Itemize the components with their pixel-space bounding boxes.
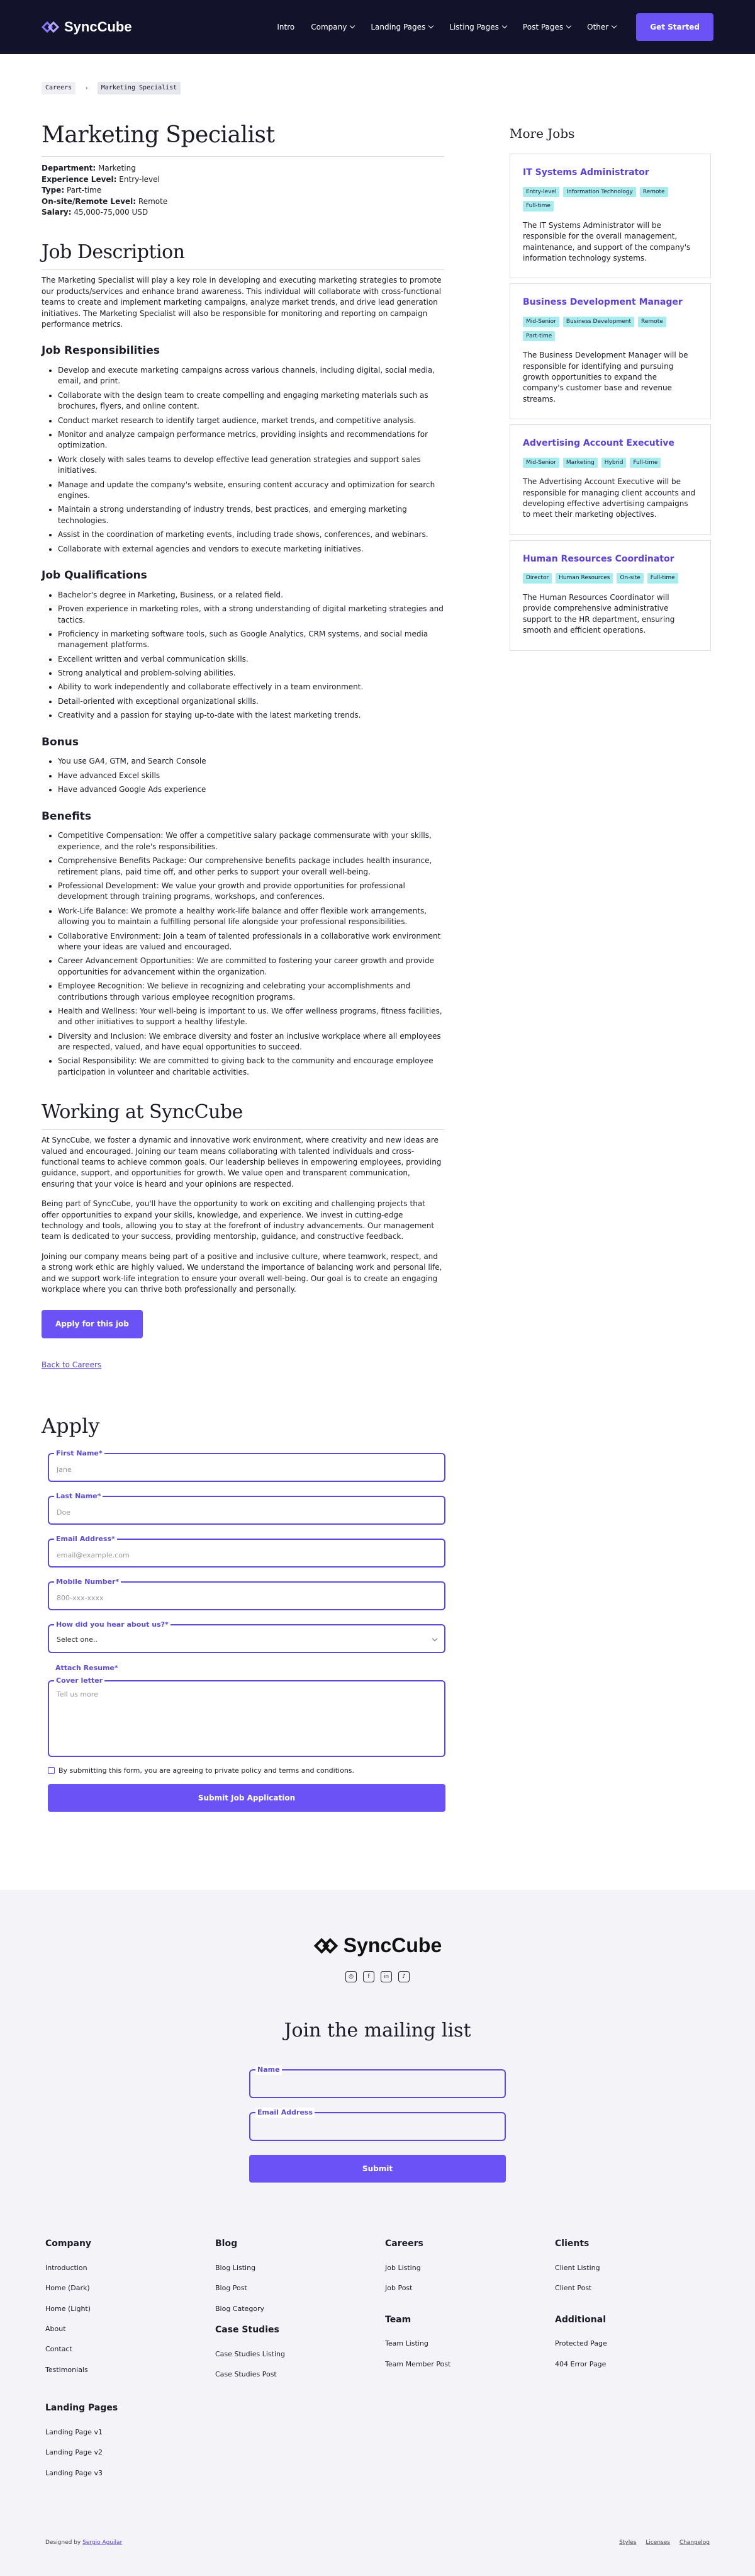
consent-row bbox=[48, 1766, 445, 1775]
footer-column-landing-pages bbox=[45, 2402, 215, 2488]
list-item: • Monitor and analyze campaign performance metrics, providing insights and recommendations for optimization. bbox=[58, 429, 444, 451]
mailing-name-field bbox=[249, 2065, 506, 2098]
chevron-down-icon bbox=[350, 23, 355, 28]
tag: Mid-Senior bbox=[523, 458, 559, 468]
nav-link-label: Other bbox=[587, 22, 609, 31]
footer-link[interactable]: Blog Listing bbox=[215, 2263, 256, 2272]
bonus-heading: Bonus bbox=[42, 735, 79, 749]
social-links bbox=[0, 1971, 755, 1982]
footer-link[interactable]: Team Listing bbox=[385, 2339, 428, 2348]
description-heading: Job Description bbox=[42, 239, 444, 270]
breadcrumb-careers[interactable]: Careers bbox=[42, 82, 76, 94]
meta-remote bbox=[42, 196, 444, 207]
first-name-field bbox=[48, 1449, 445, 1482]
chevron-down-icon bbox=[502, 23, 507, 28]
meta-department bbox=[42, 163, 444, 174]
job-card-title[interactable]: Business Development Manager bbox=[523, 297, 683, 308]
list-item: • You use GA4, GTM, and Search Console bbox=[58, 756, 444, 767]
footer-column-heading: Team bbox=[385, 2314, 411, 2325]
designer-credit bbox=[45, 2539, 122, 2547]
nav-links bbox=[277, 13, 713, 42]
nav-link-other[interactable] bbox=[587, 22, 616, 33]
footer-column-heading: Landing Pages bbox=[45, 2403, 118, 2414]
linkedin-icon[interactable]: in bbox=[381, 1971, 392, 1982]
tag: Mid-Senior bbox=[523, 317, 559, 327]
tiktok-icon[interactable]: ♪ bbox=[398, 1971, 410, 1982]
styles-link[interactable]: Styles bbox=[619, 2539, 637, 2546]
tag: Full-time bbox=[523, 201, 554, 212]
designer-link[interactable]: Sergio Aguilar bbox=[82, 2539, 123, 2546]
mobile-field bbox=[48, 1577, 445, 1610]
list-item: • Have advanced Google Ads experience bbox=[58, 784, 444, 795]
last-name-input[interactable] bbox=[49, 1497, 444, 1523]
job-card-tags bbox=[523, 187, 698, 212]
get-started-button[interactable]: Get Started bbox=[636, 13, 713, 42]
consent-checkbox[interactable] bbox=[48, 1767, 55, 1774]
list-item: • Develop and execute marketing campaigns across various channels, including digital, social media, email, and print. bbox=[58, 365, 444, 387]
meta-label: Experience Level: bbox=[42, 174, 117, 184]
meta-value: Marketing bbox=[98, 164, 136, 173]
benefits-list bbox=[42, 830, 444, 1078]
tag: Remote bbox=[640, 187, 668, 198]
last-name-field bbox=[48, 1491, 445, 1525]
job-card-title[interactable]: Human Resources Coordinator bbox=[523, 553, 674, 564]
cover-letter-label: Cover letter bbox=[54, 1676, 104, 1685]
tag: Marketing bbox=[563, 458, 598, 468]
qualifications-list bbox=[42, 590, 444, 721]
more-jobs-sidebar bbox=[510, 125, 711, 1812]
apply-button[interactable]: Apply for this job bbox=[42, 1310, 143, 1338]
footer-column-heading: Additional bbox=[555, 2314, 606, 2325]
mailing-email-field bbox=[249, 2108, 506, 2141]
back-to-careers-link[interactable]: Back to Careers bbox=[42, 1360, 102, 1370]
legal-links bbox=[612, 2539, 710, 2547]
footer-link[interactable]: Blog Category bbox=[215, 2304, 265, 2313]
brand-logo[interactable] bbox=[42, 18, 132, 37]
cube-logo-icon bbox=[313, 1936, 338, 1955]
footer-link-columns bbox=[0, 2183, 755, 2488]
meta-label: Department: bbox=[42, 164, 96, 173]
job-card-description: The IT Systems Administrator will be responsible for the overall management, maintenance, and support of the company's information technology systems. bbox=[523, 220, 691, 263]
mailing-name-input[interactable] bbox=[250, 2070, 505, 2097]
chevron-down-icon bbox=[428, 23, 433, 28]
footer-link[interactable]: Client Post bbox=[555, 2284, 592, 2293]
list-item: • Work closely with sales teams to develop effective lead generation strategies and support sales initiatives. bbox=[58, 455, 444, 477]
meta-value: Entry-level bbox=[119, 174, 160, 184]
credit-prefix: Designed by bbox=[45, 2539, 81, 2546]
list-item: • Work-Life Balance: We promote a healthy work-life balance and offer flexible work arrangements, allowing you to maintain a fulfilling personal life alongside your professional responsibilities. bbox=[58, 906, 444, 928]
footer-link[interactable]: Landing Page v3 bbox=[45, 2468, 103, 2477]
meta-type bbox=[42, 185, 444, 196]
footer-link[interactable]: Testimonials bbox=[45, 2365, 88, 2374]
changelog-link[interactable]: Changelog bbox=[679, 2539, 710, 2546]
footer-credits bbox=[0, 2488, 755, 2563]
breadcrumb-separator: › bbox=[84, 84, 89, 93]
mobile-label: Mobile Number* bbox=[54, 1577, 121, 1586]
consent-text: By submitting this form, you are agreeing to private policy and terms and conditions. bbox=[59, 1766, 355, 1775]
nav-link-landing-pages[interactable] bbox=[371, 22, 433, 33]
list-item: • Detail-oriented with exceptional organizational skills. bbox=[58, 696, 444, 707]
nav-link-label: Company bbox=[311, 22, 347, 31]
nav-link-label: Post Pages bbox=[522, 22, 564, 31]
working-paragraph: Being part of SyncCube, you'll have the opportunity to work on exciting and challenging projects that offer opportunities to expand your skills, knowledge, and experience. We invest in cutting-edge technology and tools, allowing you to stay at the forefront of industry advancements. Our management team is dedicated to your success, providing mentorship, guidance, and constructive feedback. bbox=[42, 1199, 435, 1241]
footer-column-heading: Careers bbox=[385, 2239, 423, 2249]
nav-link-label: Intro bbox=[277, 22, 295, 31]
tag: Entry-level bbox=[523, 187, 559, 198]
mailing-list-heading: Join the mailing list bbox=[284, 2020, 471, 2042]
working-heading: Working at SyncCube bbox=[42, 1099, 444, 1130]
tag: Full-time bbox=[630, 458, 661, 468]
responsibilities-list bbox=[42, 365, 444, 555]
list-item: • Conduct market research to identify target audience, market trends, and competitive analysis. bbox=[58, 415, 444, 426]
nav-link-company[interactable] bbox=[311, 22, 354, 33]
licenses-link[interactable]: Licenses bbox=[646, 2539, 670, 2546]
footer-link[interactable]: About bbox=[45, 2325, 66, 2334]
footer-link[interactable]: Contact bbox=[45, 2345, 72, 2354]
list-item: • Professional Development: We value your growth and provide opportunities for professional development through training programs, workshops, and conferences. bbox=[58, 881, 444, 903]
meta-value: Remote bbox=[138, 196, 168, 206]
list-item: • Ability to work independently and collaborate effectively in a team environment. bbox=[58, 682, 444, 692]
qualifications-heading: Job Qualifications bbox=[42, 568, 147, 582]
list-item: • Collaborate with the design team to create compelling and engaging marketing materials such as brochures, flyers, and online content. bbox=[58, 390, 444, 412]
list-item: • Excellent written and verbal communication skills. bbox=[58, 654, 444, 665]
first-name-input[interactable] bbox=[49, 1454, 444, 1481]
submit-application-button[interactable]: Submit Job Application bbox=[48, 1784, 445, 1812]
bonus-list bbox=[42, 756, 444, 795]
chevron-down-icon bbox=[612, 23, 617, 28]
tag: Remote bbox=[638, 317, 666, 327]
tag: Business Development bbox=[563, 317, 634, 327]
list-item: • Proven experience in marketing roles, with a strong understanding of digital marketing strategies and tactics. bbox=[58, 604, 444, 626]
mailing-email-label: Email Address bbox=[255, 2108, 315, 2117]
instagram-icon[interactable]: ◎ bbox=[345, 1971, 357, 1982]
job-card-title[interactable]: IT Systems Administrator bbox=[523, 167, 649, 178]
list-item: • Social Responsibility: We are committed to giving back to the community and encourage employee participation in volunteer and charitable activities. bbox=[58, 1056, 444, 1078]
meta-value: Part-time bbox=[66, 186, 102, 195]
footer-column-careers bbox=[385, 2238, 555, 2390]
email-field bbox=[48, 1534, 445, 1568]
footer-column-company bbox=[45, 2238, 215, 2390]
meta-label: Type: bbox=[42, 186, 65, 195]
job-card[interactable] bbox=[510, 540, 711, 651]
last-name-label: Last Name* bbox=[54, 1491, 103, 1501]
footer bbox=[0, 1890, 755, 2575]
list-item: • Health and Wellness: Your well-being is important to us. We offer wellness programs, fitness facilities, and other initiatives to support a healthy lifestyle. bbox=[58, 1006, 444, 1028]
footer-link[interactable]: Home (Dark) bbox=[45, 2284, 90, 2293]
chevron-down-icon bbox=[566, 23, 571, 28]
cover-letter-input[interactable] bbox=[49, 1681, 444, 1756]
first-name-label: First Name* bbox=[54, 1449, 104, 1458]
footer-link[interactable]: Case Studies Post bbox=[215, 2370, 277, 2379]
list-item: • Creativity and a passion for staying up-to-date with the latest marketing trends. bbox=[58, 710, 444, 721]
cube-logo-icon bbox=[42, 20, 59, 34]
cover-letter-field bbox=[48, 1676, 445, 1757]
job-card[interactable] bbox=[510, 154, 711, 278]
footer-link[interactable]: Job Post bbox=[385, 2284, 413, 2293]
list-item: • Comprehensive Benefits Package: Our comprehensive benefits package includes health insurance, retirement plans, paid time off, and other perks to support your overall well-being. bbox=[58, 856, 444, 878]
footer-link[interactable]: Case Studies Listing bbox=[215, 2349, 285, 2358]
referral-field bbox=[48, 1620, 445, 1653]
job-description: The Marketing Specialist will play a key role in developing and executing marketing strategies to promote our products/services and enhance brand awareness. This individual will collaborate with cross-functional teams to create and implement marketing campaigns, analyze market trends, and drive lead generation initiatives. The Marketing Specialist will also be responsible for monitoring and reporting on campaign performance metrics. bbox=[42, 276, 442, 329]
job-card-tags bbox=[523, 573, 698, 584]
footer-logo[interactable] bbox=[0, 1931, 755, 1960]
nav-link-listing-pages[interactable] bbox=[449, 22, 506, 33]
list-item: • Maintain a strong understanding of industry trends, best practices, and emerging marketing technologies. bbox=[58, 504, 444, 526]
footer-brand-name: SyncCube bbox=[343, 1934, 442, 1957]
footer-column-heading: Clients bbox=[555, 2239, 590, 2249]
breadcrumb bbox=[42, 82, 755, 94]
mailing-list-form bbox=[249, 2065, 506, 2183]
job-post bbox=[42, 94, 444, 1812]
job-card[interactable] bbox=[510, 283, 711, 419]
page-title: Marketing Specialist bbox=[42, 120, 444, 157]
footer-link[interactable]: 404 Error Page bbox=[555, 2359, 607, 2368]
list-item: • Manage and update the company's website, ensuring content accuracy and optimization for search engines. bbox=[58, 480, 444, 502]
job-card[interactable] bbox=[510, 424, 711, 535]
working-paragraph: Joining our company means being part of a positive and inclusive culture, where teamwork, respect, and a strong work ethic are highly valued. We understand the importance of balancing work and personal life, and we support work-life integration to ensure your overall well-being. Our goal is to create an engaging workplace where you can thrive both professionally and personally. bbox=[42, 1251, 442, 1294]
job-card-description: The Advertising Account Executive will be responsible for managing client accounts and developing effective advertising campaigns to meet their marketing objectives. bbox=[523, 477, 696, 519]
mailing-name-label: Name bbox=[255, 2065, 282, 2074]
job-card-title[interactable]: Advertising Account Executive bbox=[523, 438, 674, 449]
tag: Hybrid bbox=[601, 458, 627, 468]
tag: Part-time bbox=[523, 331, 555, 342]
footer-column-heading: Case Studies bbox=[215, 2325, 279, 2336]
list-item: • Competitive Compensation: We offer a competitive salary package commensurate with your skills, experience, and the role's responsibilities. bbox=[58, 830, 444, 852]
facebook-icon[interactable]: f bbox=[363, 1971, 374, 1982]
application-form bbox=[48, 1449, 445, 1812]
spacer bbox=[385, 2304, 555, 2314]
footer-column-heading: Company bbox=[45, 2239, 92, 2249]
meta-salary bbox=[42, 207, 444, 218]
list-item: • Proficiency in marketing software tools, such as Google Analytics, CRM systems, and social media management platforms. bbox=[58, 629, 444, 651]
job-card-description: The Human Resources Coordinator will provide comprehensive administrative support to the HR department, ensuring smooth and efficient operations. bbox=[523, 593, 675, 635]
brand-name: SyncCube bbox=[64, 18, 132, 35]
footer-column-clients bbox=[555, 2238, 725, 2390]
top-navigation bbox=[0, 0, 755, 54]
list-item: • Bachelor's degree in Marketing, Business, or a related field. bbox=[58, 590, 444, 601]
list-item: • Strong analytical and problem-solving abilities. bbox=[58, 668, 444, 679]
more-jobs-heading: More Jobs bbox=[510, 126, 575, 141]
tag: Human Resources bbox=[556, 573, 613, 584]
tag: Director bbox=[523, 573, 552, 584]
footer-link[interactable]: Job Listing bbox=[385, 2263, 421, 2272]
tag: On-site bbox=[617, 573, 643, 584]
footer-link[interactable]: Client Listing bbox=[555, 2263, 600, 2272]
list-item: • Employee Recognition: We believe in recognizing and celebrating your accomplishments and contributions through various employee recognition programs. bbox=[58, 981, 444, 1003]
footer-link[interactable]: Introduction bbox=[45, 2263, 87, 2272]
nav-link-label: Listing Pages bbox=[449, 22, 499, 31]
list-item: • Collaborate with external agencies and vendors to execute marketing initiatives. bbox=[58, 544, 444, 555]
nav-link-intro[interactable] bbox=[277, 22, 294, 33]
apply-heading: Apply bbox=[42, 1413, 100, 1438]
responsibilities-heading: Job Responsibilities bbox=[42, 344, 160, 358]
list-item: • Career Advancement Opportunities: We are committed to fostering your career growth and provide opportunities for advancement within the organization. bbox=[58, 956, 444, 978]
attach-resume-button[interactable]: Attach Resume* bbox=[55, 1663, 118, 1672]
footer-link[interactable]: Team Member Post bbox=[385, 2359, 451, 2368]
referral-label: How did you hear about us?* bbox=[54, 1620, 171, 1629]
tag: Information Technology bbox=[563, 187, 635, 198]
email-label: Email Address* bbox=[54, 1534, 117, 1544]
list-item: • Assist in the coordination of marketing events, including trade shows, conferences, and webinars. bbox=[58, 529, 444, 540]
footer-link[interactable]: Blog Post bbox=[215, 2284, 247, 2293]
footer-column-blog bbox=[215, 2238, 385, 2390]
breadcrumb-current: Marketing Specialist bbox=[98, 82, 181, 94]
tag: Full-time bbox=[647, 573, 678, 584]
footer-link[interactable]: Home (Light) bbox=[45, 2304, 91, 2313]
spacer bbox=[555, 2304, 725, 2314]
list-item: • Have advanced Excel skills bbox=[58, 771, 444, 781]
meta-experience bbox=[42, 174, 444, 185]
job-card-tags bbox=[523, 317, 698, 341]
job-card-description: The Business Development Manager will be responsible for identifying and pursuing growth opportunities to expand the company's customer base and revenue streams. bbox=[523, 351, 688, 404]
footer-link[interactable]: Landing Page v2 bbox=[45, 2448, 103, 2457]
footer-link[interactable]: Protected Page bbox=[555, 2339, 607, 2348]
meta-value: 45,000-75,000 USD bbox=[74, 207, 148, 217]
working-paragraph: At SyncCube, we foster a dynamic and innovative work environment, where creativity and new ideas are valued and encouraged. Joining our team means collaborating with talented individuals and cross-functional teams to achieve common goals. Our leadership believes in empowering employees, providing guidance, support, and opportunities for growth. We value open and transparent communication, ensuring that your voice is heard and your opinions are respected. bbox=[42, 1136, 442, 1189]
list-item: • Collaborative Environment: Join a team of talented professionals in a collaborative work environment where your ideas are valued and encouraged. bbox=[58, 931, 444, 953]
footer-link[interactable]: Landing Page v1 bbox=[45, 2428, 103, 2437]
meta-label: Salary: bbox=[42, 207, 72, 217]
nav-link-label: Landing Pages bbox=[371, 22, 426, 31]
benefits-heading: Benefits bbox=[42, 810, 91, 823]
job-card-tags bbox=[523, 458, 698, 468]
list-item: • Diversity and Inclusion: We embrace diversity and foster an inclusive workplace where all employees are respected, valued, and have equal opportunities to succeed. bbox=[58, 1031, 444, 1053]
footer-column-heading: Blog bbox=[215, 2239, 238, 2249]
nav-link-post-pages[interactable] bbox=[523, 22, 571, 33]
mailing-submit-button[interactable]: Submit bbox=[249, 2155, 506, 2183]
job-meta bbox=[42, 163, 444, 218]
meta-label: On-site/Remote Level: bbox=[42, 196, 137, 206]
